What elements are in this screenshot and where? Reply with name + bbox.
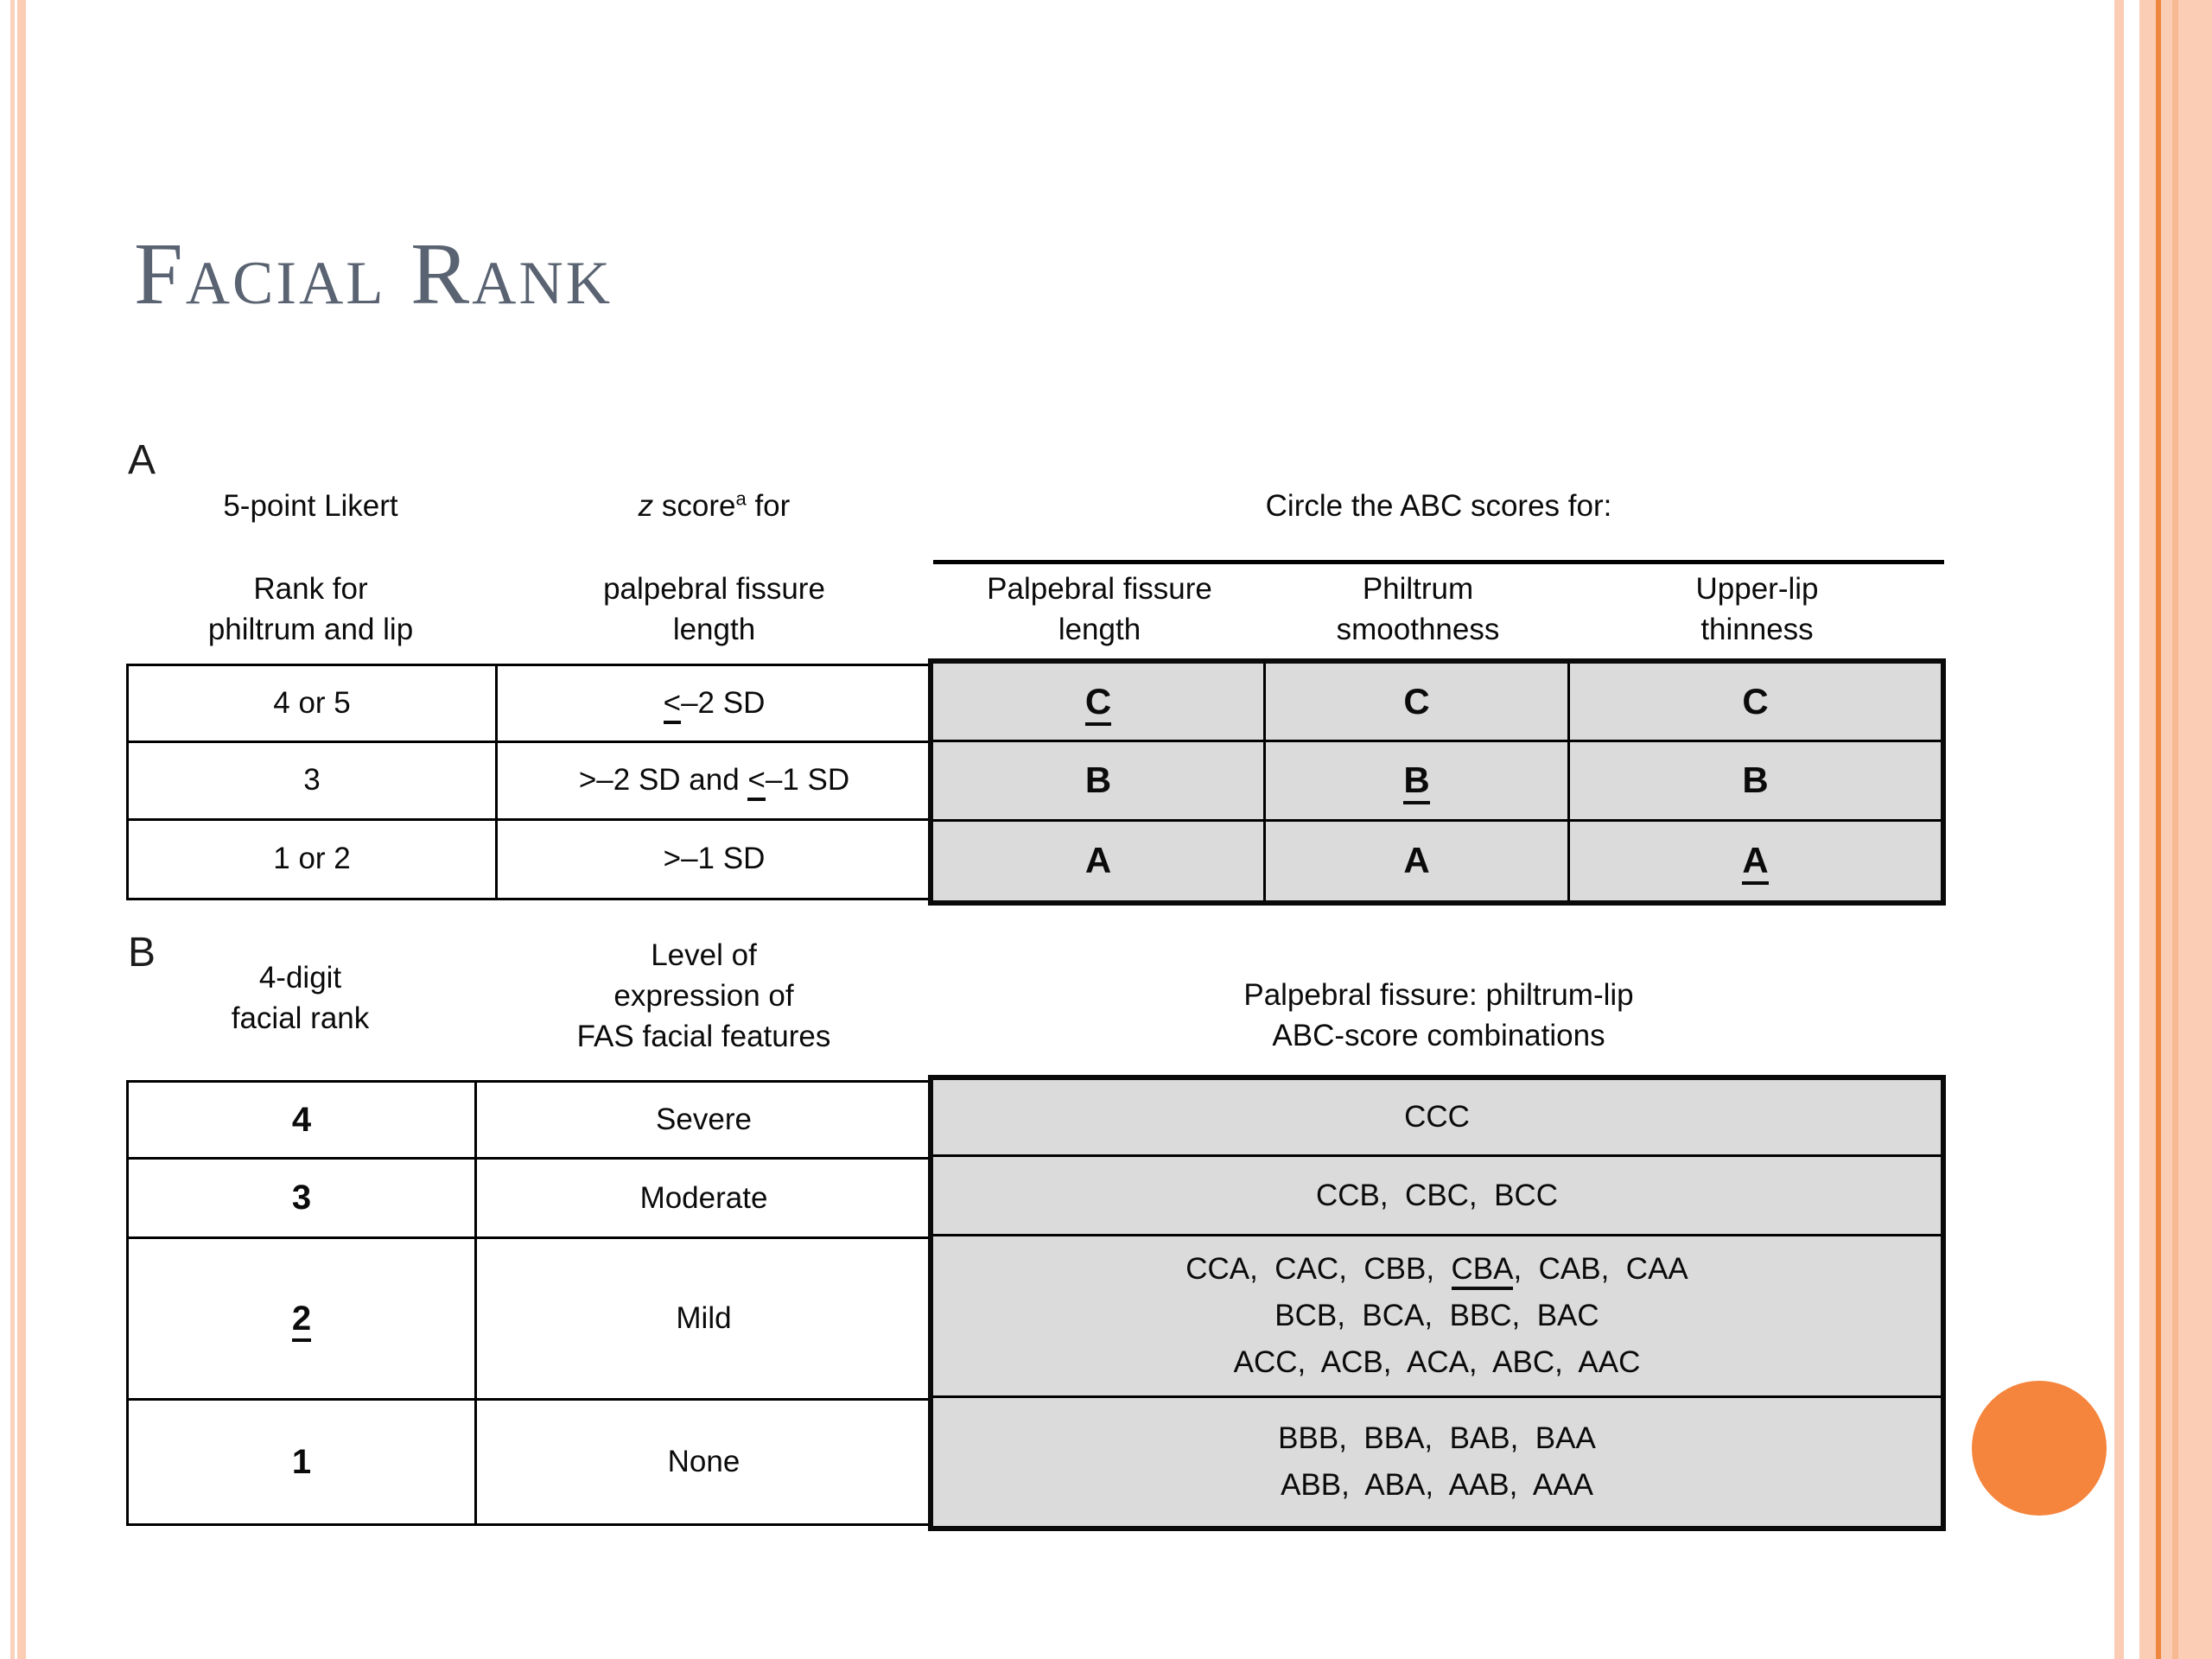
table-a-col2-header-bottom: palpebral fissure length bbox=[603, 572, 825, 646]
table-b-left-grid bbox=[126, 1080, 933, 1526]
table-a-zscore-cell: <–2 SD bbox=[498, 666, 931, 743]
table-b-col3-header: Palpebral fissure: philtrum-lip ABC-score combinations bbox=[1243, 978, 1634, 1052]
facial-rank-cell: 2 bbox=[129, 1239, 477, 1401]
panel-b-label: B bbox=[128, 930, 156, 976]
table-a-score-col-header-2: Philtrum smoothness bbox=[1336, 572, 1500, 646]
table-a-score-grid bbox=[928, 658, 1946, 906]
expression-level-cell: Severe bbox=[477, 1083, 931, 1160]
table-a-left-grid bbox=[126, 664, 933, 900]
expression-level-cell: Moderate bbox=[477, 1160, 931, 1239]
score-cell: C bbox=[1570, 664, 1941, 742]
table-a-zscore-cell: >–2 SD and <–1 SD bbox=[498, 743, 931, 820]
table-a-likert-cell: 4 or 5 bbox=[129, 666, 498, 743]
facial-rank-cell: 4 bbox=[129, 1083, 477, 1160]
table-a-score-col-header-1: Palpebral fissure length bbox=[987, 572, 1212, 646]
expression-level-cell: Mild bbox=[477, 1239, 931, 1401]
facial-rank-cell: 3 bbox=[129, 1160, 477, 1239]
right-border-soft-line bbox=[2172, 0, 2178, 1659]
table-a-col1-header-bottom: Rank for philtrum and lip bbox=[207, 572, 414, 646]
abc-combos-cell: CCC bbox=[933, 1080, 1941, 1157]
table-a-col1-header-top: 5-point Likert bbox=[223, 489, 398, 523]
right-border-accent-line bbox=[2156, 0, 2161, 1659]
score-cell: B bbox=[1266, 742, 1570, 821]
score-cell: B bbox=[1570, 742, 1941, 821]
decorative-circle bbox=[1972, 1381, 2107, 1516]
score-cell: A bbox=[933, 822, 1266, 900]
score-cell: C bbox=[1266, 664, 1570, 742]
table-b-col2-header: Level of expression of FAS facial features bbox=[576, 938, 831, 1053]
spanner-rule bbox=[933, 560, 1944, 564]
left-border-stripe-thin bbox=[10, 0, 15, 1659]
left-border-stripe-wide bbox=[17, 0, 26, 1659]
score-cell: B bbox=[933, 742, 1266, 821]
expression-level-cell: None bbox=[667, 1445, 741, 1478]
abc-combos-cell: CCA, CAC, CBB, CBA, CAB, CAA BCB, BCA, BBC, BAC ACC, ACB, ACA, ABC, AAC bbox=[933, 1236, 1941, 1398]
table-a-likert-cell: 1 or 2 bbox=[129, 821, 498, 898]
score-cell: A bbox=[1570, 822, 1941, 900]
score-cell: C bbox=[933, 664, 1266, 742]
facial-rank-cell: 1 bbox=[129, 1401, 477, 1523]
table-a-zscore-cell: >–1 SD bbox=[663, 842, 766, 876]
table-b-col1-header: 4-digit facial rank bbox=[231, 961, 370, 1035]
page-title: Facial Rank bbox=[134, 226, 613, 323]
panel-a-label: A bbox=[128, 437, 156, 483]
score-cell: A bbox=[1266, 822, 1570, 900]
abc-combos-cell: BBB, BBA, BAB, BAA ABB, ABA, AAB, AAA bbox=[1278, 1421, 1596, 1502]
table-a-score-col-header-3: Upper-lip thinness bbox=[1695, 572, 1819, 646]
abc-combos-cell: CCB, CBC, BCC bbox=[933, 1157, 1941, 1236]
table-b-combos-grid bbox=[928, 1075, 1946, 1531]
table-a-likert-cell: 3 bbox=[129, 743, 498, 820]
table-a-col2-header-top: z score$^a$ for bbox=[638, 487, 791, 523]
right-border-stripe-inner bbox=[2114, 0, 2124, 1659]
table-a-spanner-header: Circle the ABC scores for: bbox=[1265, 489, 1612, 523]
